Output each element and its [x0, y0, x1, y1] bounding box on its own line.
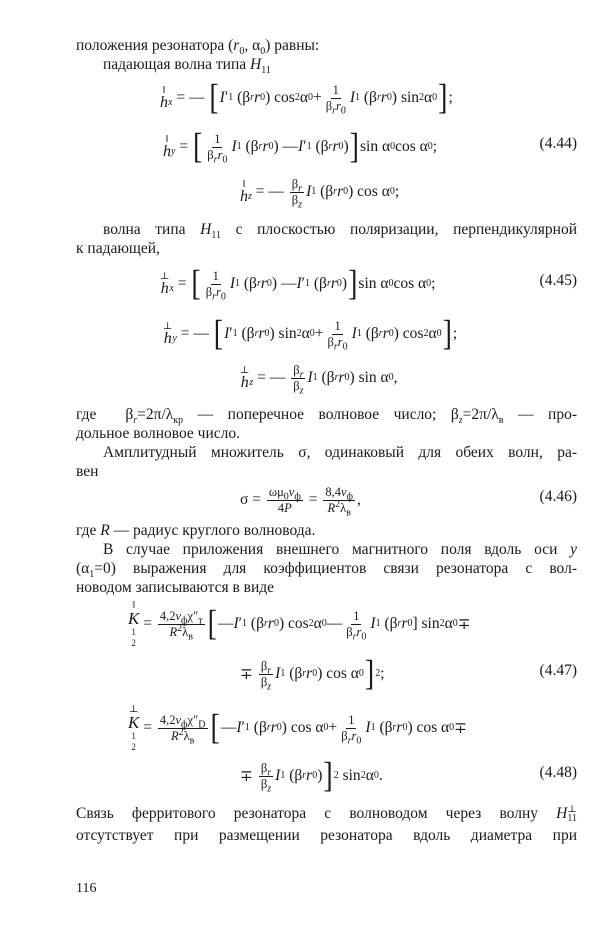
equation-hy-perp: ⊥ h y = — [ I ′ 1 (β r r 0 ) sin 2 α 0 + $\frac{1}{\beta_rr_0}$ I 1 (β r r 0 ) cos 2 α 0 ] ; — [163, 313, 458, 354]
text-line-5: где $\beta_r=2\pi/\lambda_{кр}$ — поперечное волновое число; $\beta_z=2\pi/\lambda_в$ — про- — [76, 406, 577, 427]
text-line-2: падающая волна типа $H_{11}$ — [103, 56, 271, 77]
equation-sigma: σ = $\frac{\omega\mu_0v_ф}{4P}$ = $\frac{8,4v_ф}{R^2\lambda_в}$ , — [240, 484, 361, 518]
equation-number-4-46: (4.46) — [539, 488, 577, 505]
page-number: 116 — [76, 881, 97, 896]
equation-hy-parallel: ‖ h y = [ $\frac{1}{\beta_rr_0}$ I 1 (β r r 0 ) — I ′ 1 (β r r 0 ) ] sin α 0 cos α 0 ; — [163, 126, 438, 167]
equation-K-parallel-line2: ∓ $\frac{\beta_r}{\beta_z}$ I 1 (β r r 0 ) cos α 0 ] 2 ; — [240, 653, 385, 694]
equation-hx-perp: ⊥ h x = [ $\frac{1}{\beta_rr_0}$ I 1 (β r r 0 ) — I ′ 1 (β r r 0 ) ] sin α 0 cos α 0 ; — [160, 263, 436, 304]
equation-hz-perp: ⊥ h z = — $\frac{\beta_r}{\beta_z}$ I 1 (β r r 0 ) sin α 0 , — [240, 362, 398, 396]
equation-K-parallel-line1: ‖ K 1 2 = $\frac{4,2v_ф\chi''_т}{R^2\lambda_в}$ [ — I ′ 1 (β r r 0 ) cos 2 α 0 — $\frac{1}{\beta_rr_0}$ I 1 (β r r 0 ] sin 2 α 0 ∓ — [128, 599, 471, 648]
text-line-1: положения резонатора ($r_0$, $\alpha_0$) равны: — [76, 37, 320, 58]
equation-number-4-44: (4.44) — [539, 135, 577, 152]
text-line-13: Связь ферритового резонатора с волноводом через волну H ⊥ 11 — [76, 804, 577, 825]
equation-number-4-45: (4.45) — [539, 272, 577, 289]
equation-number-4-48: (4.48) — [539, 764, 577, 781]
text-line-9: где R — радиус круглого волновода. — [76, 522, 316, 539]
text-line-6: дольное волновое число. — [76, 425, 240, 442]
equation-number-4-47: (4.47) — [539, 662, 577, 679]
text-line-4: к падающей, — [76, 240, 160, 257]
text-line-8: вен — [76, 463, 99, 480]
text-line-12: новодом записываются в виде — [76, 579, 275, 596]
equation-hz-parallel: ‖ h z = — $\frac{\beta_r}{\beta_z}$ I 1 (β r r 0 ) cos α 0 ; — [240, 176, 400, 210]
text-line-11: $(\alpha_1=0)$ выражения для коэффициентов связи резонатора с вол- — [76, 560, 577, 581]
equation-hx-parallel: ‖ h x = — [ I ′ 1 (β r r 0 ) cos 2 α 0 + $\frac{1}{\beta_rr_0}$ I 1 (β r r 0 ) sin 2 α 0 ] ; — [160, 77, 453, 118]
equation-K-perp-line1: ⊥ K 1 2 = $\frac{4,2v_ф\chi''_D}{R^2\lambda_в}$ [ — I ′ 1 (β r r 0 ) cos α 0 + $\frac{1}{\beta_rr_0}$ I 1 (β r r 0 ) cos α 0 ∓ — [128, 703, 468, 752]
text-line-3: волна типа $H_{11}$ с плоскостью поляризации, перпендикулярной — [103, 221, 577, 242]
text-line-10: В случае приложения внешнего магнитного поля вдоль оси y — [103, 541, 577, 558]
text-line-14: отсутствует при размещении резонатора вдоль диаметра при — [76, 827, 577, 844]
text-line-7: Амплитудный множитель σ, одинаковый для обеих волн, ра- — [103, 444, 577, 461]
equation-K-perp-line2: ∓ $\frac{\beta_r}{\beta_z}$ I 1 (β r r 0 ) ] 2 sin 2 α 0 . — [240, 755, 383, 796]
